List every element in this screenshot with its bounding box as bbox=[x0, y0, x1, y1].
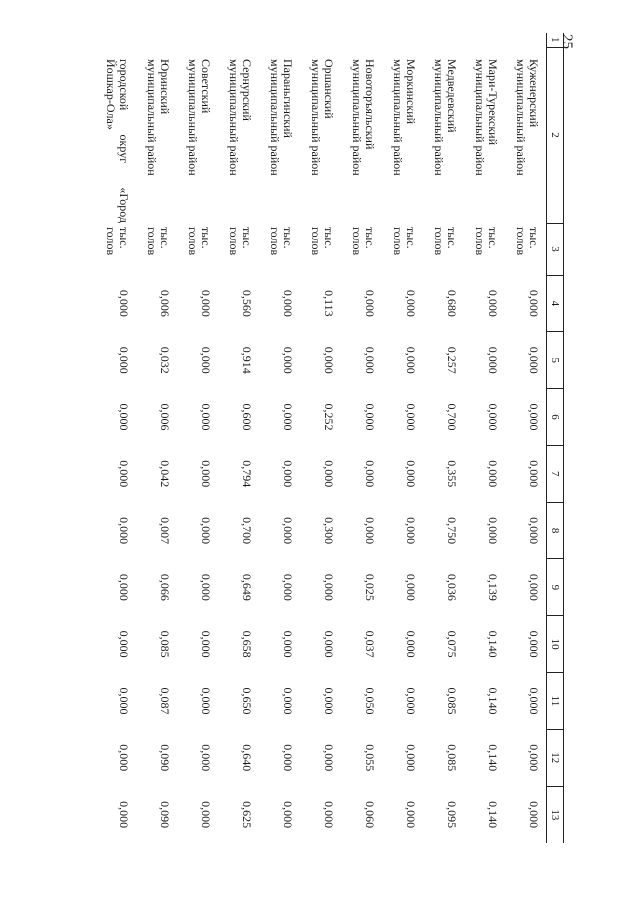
value-cell-col-6: 0,600 bbox=[240, 403, 254, 431]
unit-line1: тыс. bbox=[117, 227, 131, 249]
value-cell-col-5: 0,000 bbox=[363, 346, 377, 374]
value-cell-col-6: 0,000 bbox=[363, 403, 377, 431]
unit-line2: голов bbox=[473, 227, 487, 256]
district-name-line1: Советский bbox=[199, 59, 213, 114]
unit-line1: тыс. bbox=[445, 227, 459, 249]
value-cell-col-11: 0,085 bbox=[445, 687, 459, 715]
unit-cell bbox=[175, 223, 216, 275]
district-name-line2: муниципальный район bbox=[309, 59, 323, 176]
district-name-line1: Мари-Турекский bbox=[486, 59, 500, 146]
unit-line1: тыс. bbox=[404, 227, 418, 249]
value-cell-col-9: 0,036 bbox=[445, 573, 459, 601]
district-name-line2: муниципальный район bbox=[432, 59, 446, 176]
value-cell-col-9: 0,000 bbox=[322, 573, 336, 601]
district-name-line2: муниципальный район bbox=[227, 59, 241, 176]
value-cell-col-10: 0,000 bbox=[199, 630, 213, 658]
district-name-cell bbox=[257, 47, 298, 223]
column-header-3: 3 bbox=[547, 223, 564, 275]
column-header-6: 6 bbox=[547, 389, 564, 446]
unit-cell bbox=[462, 223, 503, 275]
value-cell-col-7: 0,000 bbox=[486, 460, 500, 488]
unit-line2: голов bbox=[350, 227, 364, 256]
unit-line2: голов bbox=[227, 227, 241, 256]
district-name-line1: Оршанский bbox=[322, 59, 336, 119]
value-cell-col-10: 0,000 bbox=[322, 630, 336, 658]
value-cell-col-5: 0,000 bbox=[486, 346, 500, 374]
value-cell-col-10: 0,000 bbox=[527, 630, 541, 658]
value-cell-col-8: 0,000 bbox=[363, 517, 377, 545]
row-number-cell bbox=[257, 33, 298, 47]
value-cell-col-5: 0,000 bbox=[322, 346, 336, 374]
value-cell-col-10: 0,140 bbox=[486, 630, 500, 658]
district-name-line1: Сернурский bbox=[240, 59, 254, 121]
value-cell-col-7: 0,000 bbox=[199, 460, 213, 488]
value-cell-col-12: 0,140 bbox=[486, 744, 500, 772]
value-cell-col-9: 0,139 bbox=[486, 573, 500, 601]
district-name-line2: муниципальный район bbox=[350, 59, 364, 176]
value-cell-col-9: 0,000 bbox=[404, 573, 418, 601]
district-name-line2: муниципальный район bbox=[186, 59, 200, 176]
value-cell-col-13: 0,095 bbox=[445, 801, 459, 829]
district-name-line1: Медведевский bbox=[445, 59, 459, 133]
table-row bbox=[216, 33, 257, 843]
value-cell-col-12: 0,000 bbox=[404, 744, 418, 772]
row-number-cell bbox=[339, 33, 380, 47]
value-cell-col-8: 0,000 bbox=[486, 517, 500, 545]
value-cell-col-11: 0,140 bbox=[486, 687, 500, 715]
unit-line1: тыс. bbox=[322, 227, 336, 249]
table-row bbox=[339, 33, 380, 843]
table-row bbox=[257, 33, 298, 843]
unit-cell bbox=[421, 223, 462, 275]
column-header-7: 7 bbox=[547, 445, 564, 502]
value-cell-col-10: 0,000 bbox=[281, 630, 295, 658]
row-number-cell bbox=[462, 33, 503, 47]
value-cell-col-7: 0,355 bbox=[445, 460, 459, 488]
column-header-11: 11 bbox=[547, 673, 564, 730]
unit-line1: тыс. bbox=[363, 227, 377, 249]
value-cell-col-10: 0,037 bbox=[363, 630, 377, 658]
value-cell-col-12: 0,000 bbox=[117, 744, 131, 772]
value-cell-col-12: 0,090 bbox=[158, 744, 172, 772]
value-cell-col-4: 0,000 bbox=[363, 289, 377, 317]
value-cell-col-4: 0,000 bbox=[527, 289, 541, 317]
column-header-8: 8 bbox=[547, 502, 564, 559]
value-cell-col-4: 0,000 bbox=[117, 289, 131, 317]
value-cell-col-7: 0,000 bbox=[404, 460, 418, 488]
district-name-cell bbox=[298, 47, 339, 223]
district-name-line1: Моркинский bbox=[404, 59, 418, 125]
page-number: 25 bbox=[559, 34, 575, 49]
district-name-cell bbox=[503, 47, 547, 223]
value-cell-col-7: 0,000 bbox=[117, 460, 131, 488]
column-header-10: 10 bbox=[547, 616, 564, 673]
row-number-cell bbox=[380, 33, 421, 47]
value-cell-col-7: 0,000 bbox=[363, 460, 377, 488]
row-number-cell bbox=[298, 33, 339, 47]
value-cell-col-7: 0,000 bbox=[281, 460, 295, 488]
row-number-cell bbox=[503, 33, 547, 47]
value-cell-col-12: 0,000 bbox=[322, 744, 336, 772]
value-cell-col-4: 0,680 bbox=[445, 289, 459, 317]
value-cell-col-11: 0,087 bbox=[158, 687, 172, 715]
table-row bbox=[93, 33, 134, 843]
unit-line2: голов bbox=[268, 227, 282, 256]
table-row bbox=[503, 33, 547, 843]
district-name-line1: Параньгинский bbox=[281, 59, 295, 138]
column-header-4: 4 bbox=[547, 275, 564, 332]
value-cell-col-8: 0,007 bbox=[158, 517, 172, 545]
district-name-cell bbox=[421, 47, 462, 223]
value-cell-col-11: 0,000 bbox=[281, 687, 295, 715]
district-name-line2: муниципальный район bbox=[268, 59, 282, 176]
value-cell-col-13: 0,000 bbox=[322, 801, 336, 829]
column-header-13: 13 bbox=[547, 786, 564, 843]
value-cell-col-7: 0,000 bbox=[527, 460, 541, 488]
value-cell-col-5: 0,000 bbox=[527, 346, 541, 374]
value-cell-col-13: 0,000 bbox=[199, 801, 213, 829]
value-cell-col-8: 0,300 bbox=[322, 517, 336, 545]
district-name-line2: муниципальный район bbox=[391, 59, 405, 176]
value-cell-col-6: 0,000 bbox=[486, 403, 500, 431]
value-cell-col-9: 0,025 bbox=[363, 573, 377, 601]
unit-line1: тыс. bbox=[240, 227, 254, 249]
value-cell-col-13: 0,000 bbox=[281, 801, 295, 829]
district-name-cell bbox=[462, 47, 503, 223]
value-cell-col-6: 0,700 bbox=[445, 403, 459, 431]
value-cell-col-13: 0,625 bbox=[240, 801, 254, 829]
column-header-1: 1 bbox=[547, 33, 564, 47]
row-number-cell bbox=[175, 33, 216, 47]
value-cell-col-7: 0,794 bbox=[240, 460, 254, 488]
unit-cell bbox=[503, 223, 547, 275]
value-cell-col-4: 0,560 bbox=[240, 289, 254, 317]
value-cell-col-4: 0,006 bbox=[158, 289, 172, 317]
value-cell-col-10: 0,085 bbox=[158, 630, 172, 658]
district-name-line2: Йошкар-Ола» bbox=[104, 59, 118, 130]
value-cell-col-5: 0,914 bbox=[240, 346, 254, 374]
value-cell-col-6: 0,000 bbox=[527, 403, 541, 431]
unit-cell bbox=[257, 223, 298, 275]
column-header-2: 2 bbox=[547, 47, 564, 223]
value-cell-col-6: 0,006 bbox=[158, 403, 172, 431]
district-name-cell bbox=[339, 47, 380, 223]
row-number-cell bbox=[134, 33, 175, 47]
value-cell-col-11: 0,000 bbox=[322, 687, 336, 715]
column-header-9: 9 bbox=[547, 559, 564, 616]
table-body bbox=[93, 33, 547, 843]
value-cell-col-12: 0,085 bbox=[445, 744, 459, 772]
value-cell-col-12: 0,055 bbox=[363, 744, 377, 772]
unit-cell bbox=[298, 223, 339, 275]
unit-line2: голов bbox=[145, 227, 159, 256]
unit-line2: голов bbox=[432, 227, 446, 256]
value-cell-col-13: 0,000 bbox=[404, 801, 418, 829]
table-row bbox=[134, 33, 175, 843]
livestock-table bbox=[93, 33, 564, 843]
value-cell-col-5: 0,257 bbox=[445, 346, 459, 374]
value-cell-col-10: 0,000 bbox=[117, 630, 131, 658]
district-name-cell bbox=[216, 47, 257, 223]
unit-cell bbox=[380, 223, 421, 275]
row-number-cell bbox=[216, 33, 257, 47]
unit-line1: тыс. bbox=[527, 227, 541, 249]
value-cell-col-13: 0,000 bbox=[117, 801, 131, 829]
table-row bbox=[380, 33, 421, 843]
value-cell-col-11: 0,000 bbox=[117, 687, 131, 715]
value-cell-col-9: 0,649 bbox=[240, 573, 254, 601]
value-cell-col-9: 0,000 bbox=[527, 573, 541, 601]
district-name-cell bbox=[175, 47, 216, 223]
unit-line2: голов bbox=[104, 227, 118, 256]
value-cell-col-10: 0,658 bbox=[240, 630, 254, 658]
value-cell-col-9: 0,000 bbox=[117, 573, 131, 601]
value-cell-col-8: 0,700 bbox=[240, 517, 254, 545]
value-cell-col-8: 0,000 bbox=[281, 517, 295, 545]
district-name-line1: Новоторъяльский bbox=[363, 59, 377, 150]
table-row bbox=[421, 33, 462, 843]
header-row bbox=[547, 33, 564, 843]
value-cell-col-4: 0,000 bbox=[281, 289, 295, 317]
unit-cell bbox=[216, 223, 257, 275]
row-number-cell bbox=[421, 33, 462, 47]
value-cell-col-4: 0,000 bbox=[404, 289, 418, 317]
district-name-line1: городской округ «Город bbox=[117, 59, 131, 223]
value-cell-col-5: 0,000 bbox=[199, 346, 213, 374]
value-cell-col-6: 0,000 bbox=[281, 403, 295, 431]
table-row bbox=[175, 33, 216, 843]
value-cell-col-13: 0,060 bbox=[363, 801, 377, 829]
column-header-12: 12 bbox=[547, 729, 564, 786]
unit-line2: голов bbox=[309, 227, 323, 256]
table-header bbox=[547, 33, 564, 843]
value-cell-col-13: 0,140 bbox=[486, 801, 500, 829]
unit-line2: голов bbox=[514, 227, 528, 256]
value-cell-col-5: 0,000 bbox=[281, 346, 295, 374]
district-name-line2: муниципальный район bbox=[514, 59, 528, 176]
value-cell-col-4: 0,113 bbox=[322, 290, 336, 317]
district-name-cell bbox=[134, 47, 175, 223]
value-cell-col-7: 0,042 bbox=[158, 460, 172, 488]
value-cell-col-7: 0,000 bbox=[322, 460, 336, 488]
value-cell-col-5: 0,032 bbox=[158, 346, 172, 374]
district-name-cell bbox=[380, 47, 421, 223]
value-cell-col-5: 0,000 bbox=[404, 346, 418, 374]
value-cell-col-9: 0,000 bbox=[281, 573, 295, 601]
unit-cell bbox=[93, 223, 134, 275]
unit-cell bbox=[134, 223, 175, 275]
district-name-line2: муниципальный район bbox=[473, 59, 487, 176]
value-cell-col-4: 0,000 bbox=[199, 289, 213, 317]
value-cell-col-8: 0,000 bbox=[527, 517, 541, 545]
unit-line1: тыс. bbox=[281, 227, 295, 249]
table-row bbox=[298, 33, 339, 843]
value-cell-col-8: 0,000 bbox=[117, 517, 131, 545]
value-cell-col-10: 0,075 bbox=[445, 630, 459, 658]
district-name-line1: Куженерский bbox=[527, 59, 541, 128]
district-name-cell bbox=[93, 47, 134, 223]
value-cell-col-10: 0,000 bbox=[404, 630, 418, 658]
value-cell-col-6: 0,252 bbox=[322, 403, 336, 431]
value-cell-col-8: 0,000 bbox=[404, 517, 418, 545]
value-cell-col-8: 0,750 bbox=[445, 517, 459, 545]
value-cell-col-12: 0,000 bbox=[199, 744, 213, 772]
unit-line2: голов bbox=[391, 227, 405, 256]
unit-line1: тыс. bbox=[486, 227, 500, 249]
value-cell-col-11: 0,000 bbox=[199, 687, 213, 715]
value-cell-col-12: 0,000 bbox=[527, 744, 541, 772]
value-cell-col-12: 0,640 bbox=[240, 744, 254, 772]
unit-line1: тыс. bbox=[199, 227, 213, 249]
value-cell-col-11: 0,000 bbox=[527, 687, 541, 715]
value-cell-col-12: 0,000 bbox=[281, 744, 295, 772]
value-cell-col-11: 0,650 bbox=[240, 687, 254, 715]
value-cell-col-6: 0,000 bbox=[117, 403, 131, 431]
unit-cell bbox=[339, 223, 380, 275]
value-cell-col-11: 0,000 bbox=[404, 687, 418, 715]
value-cell-col-13: 0,000 bbox=[527, 801, 541, 829]
column-header-5: 5 bbox=[547, 332, 564, 389]
row-number-cell bbox=[93, 33, 134, 47]
value-cell-col-9: 0,000 bbox=[199, 573, 213, 601]
value-cell-col-6: 0,000 bbox=[199, 403, 213, 431]
district-name-line2: муниципальный район bbox=[145, 59, 159, 176]
value-cell-col-5: 0,000 bbox=[117, 346, 131, 374]
value-cell-col-8: 0,000 bbox=[199, 517, 213, 545]
value-cell-col-4: 0,000 bbox=[486, 289, 500, 317]
unit-line1: тыс. bbox=[158, 227, 172, 249]
unit-line2: голов bbox=[186, 227, 200, 256]
value-cell-col-6: 0,000 bbox=[404, 403, 418, 431]
table-row bbox=[462, 33, 503, 843]
district-name-line1: Юринский bbox=[158, 59, 172, 115]
value-cell-col-13: 0,090 bbox=[158, 801, 172, 829]
value-cell-col-11: 0,050 bbox=[363, 687, 377, 715]
value-cell-col-9: 0,066 bbox=[158, 573, 172, 601]
